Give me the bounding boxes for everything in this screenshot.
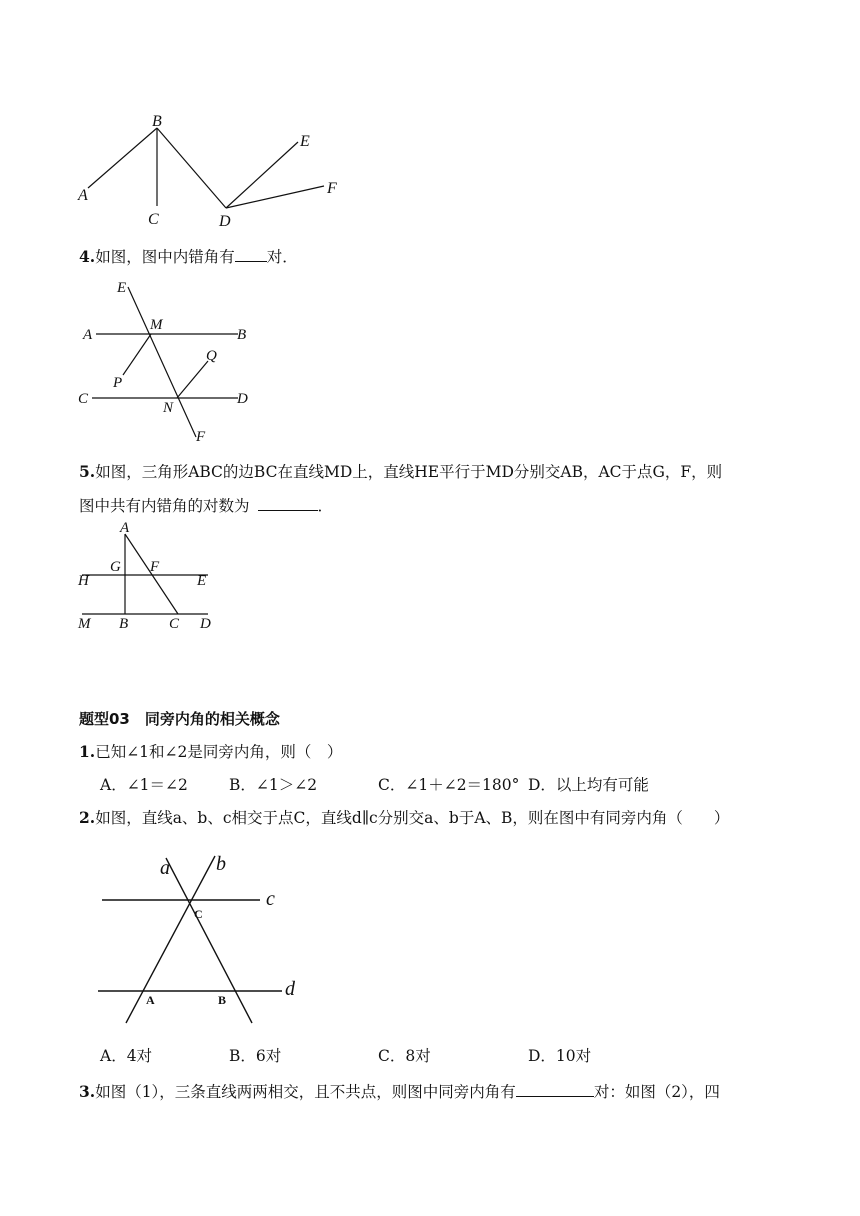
label-d: d <box>285 978 295 1000</box>
option-d[interactable]: D．以上均有可能 <box>528 776 649 794</box>
figure-zigzag-lines <box>70 108 360 233</box>
option-c[interactable]: C．∠1＋∠2＝180° <box>378 776 520 794</box>
question-4 <box>79 245 298 268</box>
question-text: 如图（1），三条直线两两相交，且不共点，则图中同旁内角有 <box>95 1083 516 1101</box>
question-text: 已知∠1和∠2是同旁内角，则（ ） <box>95 743 343 761</box>
question-1 <box>79 741 342 763</box>
question-number: 1. <box>79 742 96 761</box>
label-P: P <box>113 375 123 391</box>
label-C: C <box>148 211 159 228</box>
question-5-line1 <box>79 461 722 483</box>
section-title: 题型03 同旁内角的相关概念 <box>79 710 280 728</box>
option-a[interactable]: A．∠1＝∠2 <box>100 776 188 794</box>
label-N: N <box>163 400 174 416</box>
question-2 <box>79 807 729 829</box>
label-E: E <box>197 573 207 589</box>
question-number: 2. <box>79 808 96 827</box>
question-number: 5. <box>79 462 96 481</box>
label-M: M <box>78 616 91 632</box>
option-b[interactable]: B．∠1＞∠2 <box>229 776 318 794</box>
label-B: B <box>237 327 247 343</box>
figure-parallel-transversal <box>70 275 270 447</box>
question-text: 如图，直线a、b、c相交于点C，直线d∥c分别交a、b于A、B，则在图中有同旁内角（ ） <box>95 809 730 827</box>
question-1-options <box>0 774 860 796</box>
option-c[interactable]: C．8对 <box>378 1047 431 1065</box>
label-F: F <box>327 180 337 197</box>
label-D: D <box>200 616 211 632</box>
label-D: D <box>219 213 231 230</box>
answer-blank[interactable] <box>235 245 267 262</box>
option-a[interactable]: A．4对 <box>100 1047 153 1065</box>
question-text: 如图，三角形ABC的边BC在直线MD上，直线HE平行于MD分别交AB，AC于点G，F，则 <box>95 463 723 481</box>
question-text-end: ． <box>317 497 334 515</box>
label-Q: Q <box>206 348 217 364</box>
figure-intersecting-parallels <box>90 848 310 1028</box>
figure-triangle-parallel <box>70 518 230 636</box>
question-text-end: 对． <box>266 248 298 266</box>
label-M: M <box>150 317 163 333</box>
label-A: A <box>146 993 155 1007</box>
option-b[interactable]: B．6对 <box>229 1047 282 1065</box>
label-E: E <box>300 133 310 150</box>
label-F: F <box>196 429 206 445</box>
answer-blank[interactable] <box>516 1080 594 1097</box>
label-B: B <box>152 113 162 130</box>
option-d[interactable]: D．10对 <box>528 1047 592 1065</box>
label-D: D <box>237 391 248 407</box>
label-E: E <box>117 280 127 296</box>
label-B: B <box>218 993 227 1007</box>
label-C: C <box>194 907 203 921</box>
question-2-options <box>0 1045 860 1067</box>
label-C: C <box>169 616 180 632</box>
label-A: A <box>120 520 130 536</box>
question-text: 图中共有内错角的对数为 <box>79 497 250 515</box>
label-a: a <box>160 857 170 879</box>
label-G: G <box>110 559 121 575</box>
label-b: b <box>216 853 226 875</box>
question-number: 3. <box>79 1082 96 1101</box>
label-H: H <box>78 573 89 589</box>
label-C: C <box>78 391 89 407</box>
question-text-end: 对：如图（2），四 <box>593 1083 720 1101</box>
question-number: 4. <box>79 247 96 266</box>
question-text: 如图，图中内错角有 <box>95 248 235 266</box>
label-B: B <box>119 616 129 632</box>
label-A: A <box>78 187 88 204</box>
answer-blank[interactable] <box>258 494 318 511</box>
label-F: F <box>150 559 160 575</box>
label-c: c <box>266 888 275 910</box>
question-5-line2 <box>79 494 333 517</box>
label-A: A <box>83 327 93 343</box>
question-3 <box>79 1080 720 1103</box>
